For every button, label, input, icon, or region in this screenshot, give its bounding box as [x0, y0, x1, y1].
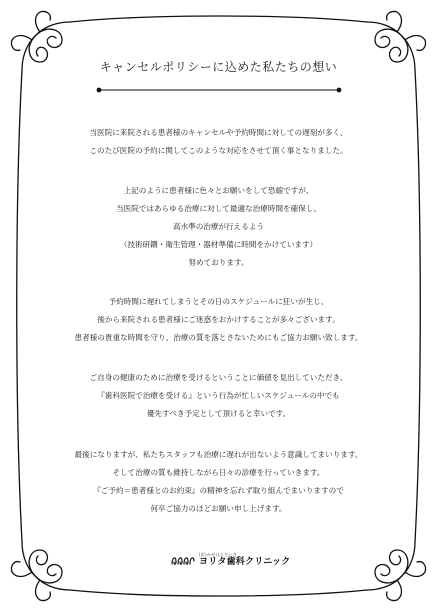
clinic-name: ヨリタ歯科クリニック: [199, 557, 291, 567]
title-divider: [96, 87, 342, 93]
clinic-logo: [170, 549, 290, 571]
text-line: 何卒ご協力のほどお願い申し上げます。: [150, 504, 287, 513]
paragraph-intro: [30, 124, 407, 160]
text-line: 上記のように患者様に色々とお願いをして恐縮ですが、: [123, 186, 314, 195]
text-line: 最後になりますが、私たちスタッフも治療に遅れが出ないよう意識してまいります。: [74, 450, 363, 459]
paragraph-closing: [30, 446, 407, 518]
logo-mark-icon: [170, 553, 196, 567]
text-line: 優先すべき予定として頂けると幸いです。: [146, 409, 291, 418]
text-line: 後から来院される患者様にご迷惑をおかけすることが多々ございます。: [97, 315, 340, 324]
text-line: このたび医院の予約に関してこのような対応をさせて頂く事となりました。: [89, 146, 348, 155]
text-line: 『歯科医院で治療を受ける』という行為が忙しいスケジュールの中でも: [97, 391, 340, 400]
text-line: 患者様の貴重な時間を守り、治療の質を落とさないためにもご協力お願い致します。: [74, 333, 363, 342]
paragraph-delay: [30, 293, 407, 347]
text-line: （技術研鑽・衛生管理・器材準備に時間をかけています）: [119, 240, 318, 249]
text-line: 努めております。: [188, 258, 249, 267]
paragraph-value: [30, 369, 407, 423]
logo-subtext: (医)かがはらだいき: [199, 552, 238, 557]
text-line: 『ご予約＝患者様とのお約束』の精神を忘れず取り組んでまいりますので: [93, 486, 344, 495]
page-title: キャンセルポリシーに込めた私たちの想い: [99, 60, 338, 74]
text-line: 高水準の治療が行えるよう: [172, 222, 265, 231]
text-line: 当医院に来院される患者様のキャンセルや予約時間に対しての遅刻が多く、: [89, 128, 348, 137]
paragraph-request: [30, 182, 407, 272]
text-line: そして治療の質も維持しながら日々の診療を行っていきます。: [112, 468, 325, 477]
text-line: ご自身の健康のために治療を受けるということに価値を見出していただき、: [89, 373, 348, 382]
text-line: 予約時間に遅れてしまうとその日のスケジュールに狂いが生じ、: [108, 297, 329, 306]
text-line: 当医院ではあらゆる治療に対して最適な治療時間を確保し、: [115, 204, 322, 213]
